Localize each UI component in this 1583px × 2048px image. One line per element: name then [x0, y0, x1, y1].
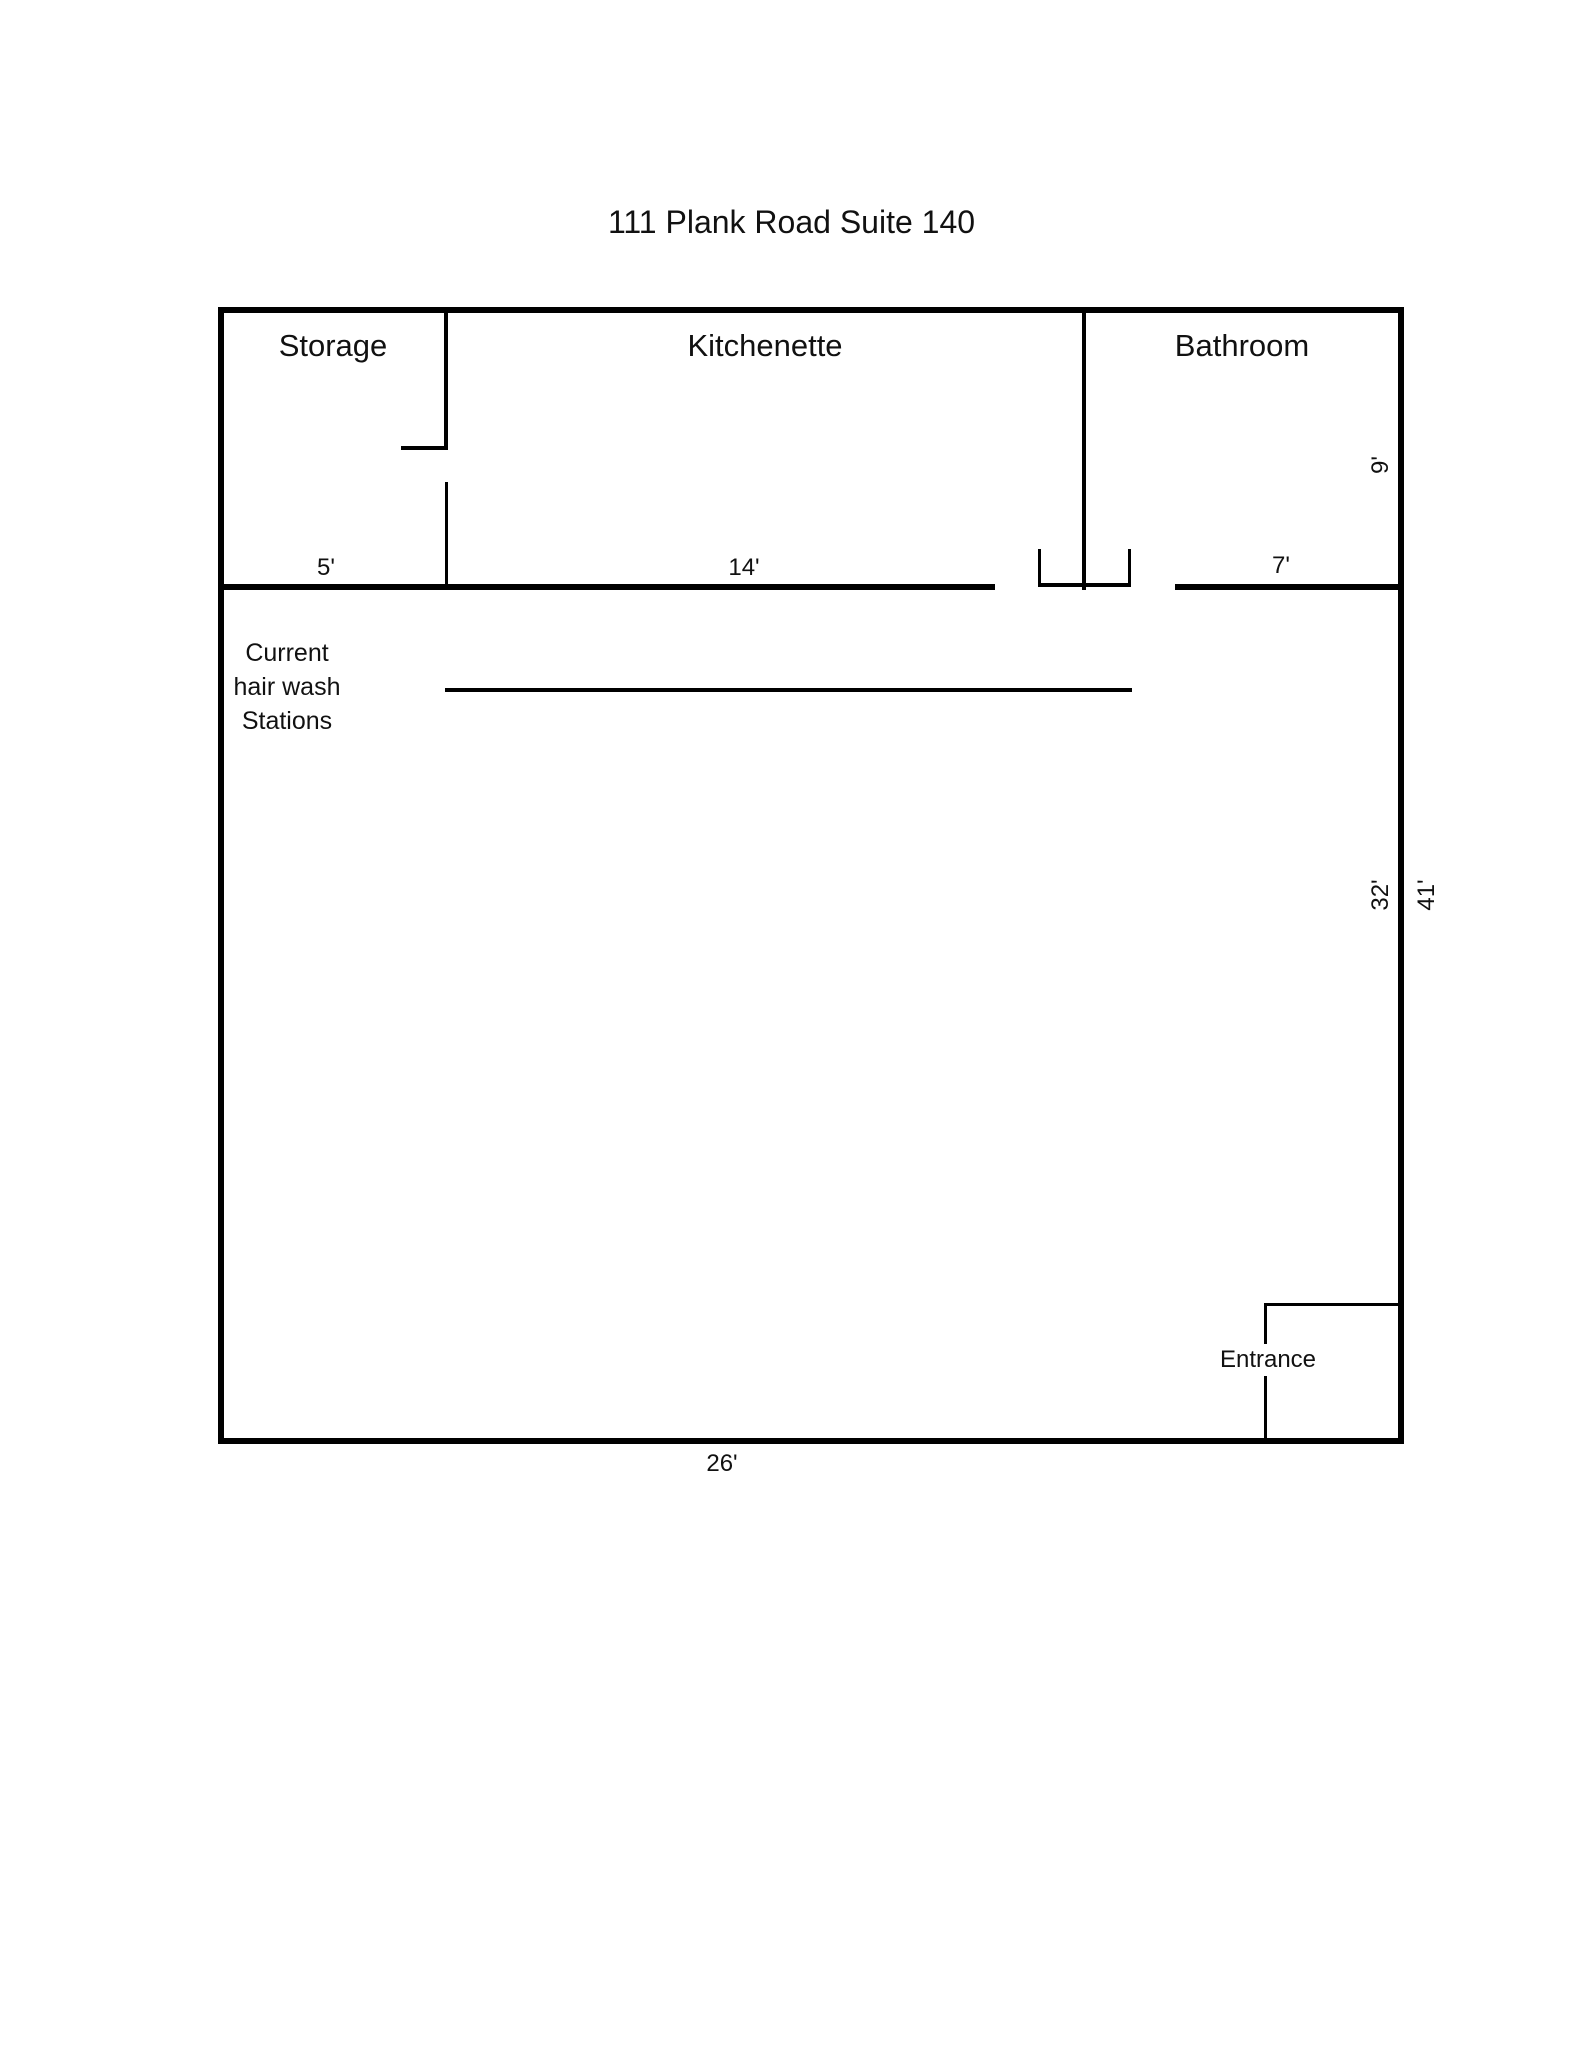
storage-partition-wall-lower	[445, 482, 448, 590]
door-frame-bottom	[1038, 583, 1131, 587]
dimension-overall-width: 26'	[706, 1450, 738, 1477]
hair-wash-note-line1: Current	[245, 639, 329, 667]
page-title: 111 Plank Road Suite 140	[607, 204, 976, 240]
dimension-overall-depth: 41'	[1413, 879, 1440, 911]
dimension-bathroom-depth: 9'	[1367, 456, 1394, 474]
entrance-label: Entrance	[1214, 1344, 1322, 1376]
hair-wash-note-line2: hair wash	[233, 673, 341, 701]
room-label-bathroom: Bathroom	[1174, 328, 1310, 363]
storage-door-jamb	[401, 446, 448, 450]
outer-wall	[218, 307, 1404, 1444]
room-label-storage: Storage	[278, 328, 388, 363]
dimension-bathroom-width: 7'	[1272, 552, 1290, 579]
dimension-main-room-depth: 32'	[1367, 879, 1394, 911]
hair-wash-note-line3: Stations	[241, 707, 333, 735]
bathroom-south-wall	[1175, 584, 1404, 590]
entrance-wall-top	[1266, 1303, 1398, 1306]
hair-wash-stations-note	[222, 636, 352, 738]
kitchenette-south-wall	[219, 584, 995, 590]
door-frame-left	[1038, 549, 1041, 587]
room-label-kitchenette: Kitchenette	[687, 328, 843, 363]
dimension-storage-width: 5'	[317, 554, 335, 581]
door-frame-right	[1128, 549, 1131, 587]
dimension-kitchenette-width: 14'	[728, 554, 760, 581]
hair-wash-stations-line	[445, 688, 1132, 692]
